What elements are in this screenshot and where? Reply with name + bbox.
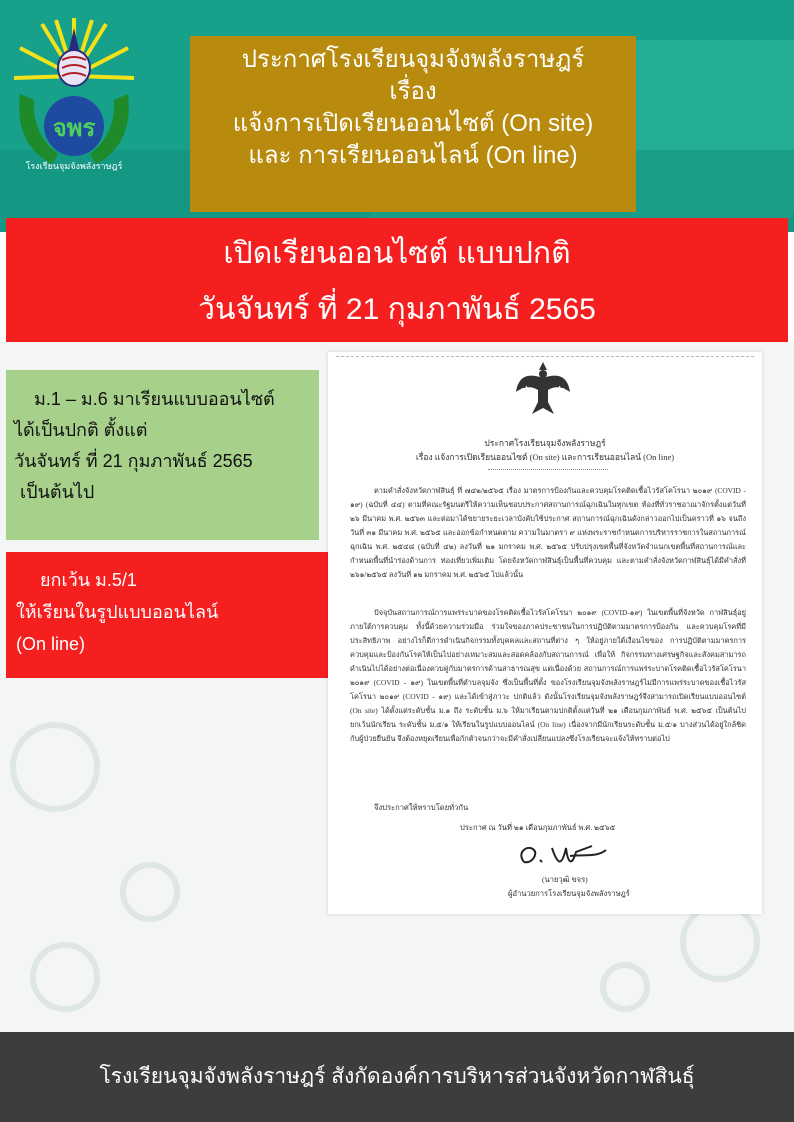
onsite-line: เป็นต้นไป (20, 482, 95, 502)
exception-line: ยกเว้น ม.5/1 (40, 570, 137, 590)
banner-line-2: วันจันทร์ ที่ 21 กุมภาพันธ์ 2565 (198, 293, 596, 326)
title-line: และ การเรียนออนไลน์ (On line) (248, 142, 578, 169)
signature (512, 840, 612, 876)
virus-decoration (10, 722, 100, 812)
opening-banner (6, 218, 788, 342)
footer-bar: โรงเรียนจุมจังพลังราษฎร์ สังกัดองค์การบริหารส่วนจังหวัดกาฬสินธุ์ (0, 1032, 794, 1122)
title-line: แจ้งการเปิดเรียนออนไซต์ (On site) (232, 110, 594, 137)
virus-decoration (680, 902, 760, 982)
banner-line-1: เปิดเรียนออนไซต์ แบบปกติ (223, 237, 571, 270)
onsite-line: ได้เป็นปกติ ตั้งแต่ (14, 420, 148, 440)
document-closing: จึงประกาศให้ทราบโดยทั่วกัน (374, 803, 469, 812)
document-paragraph-1: ตามคำสั่งจังหวัดกาฬสินธุ์ ที่ ๗๔๒/๒๕๖๕ เรื่อง มาตรการป้องกันและควบคุมโรคติดเชื้อไวรัสโคโรนา ๒๐๑๙ (COVID - ๑๙) (ฉบับที่ ๔๔) ตามที่คณะรัฐมนตรีให้ความเห็นชอบประกาศสถานการณ์ฉุกเฉินในทุกเขต ท้องที่ทั่วราชอาณาจักรตั้งแต่วันที่ ๒๖ มีนาคม พ.ศ. ๒๕๖๓ และต่อมาได้ขยายระยะเวลาบังคับใช้ประกาศ สถานการณ์ฉุกเฉินดังกล่าวออกไปเป็นคราวที่ ๑๖ จนถึงวันที่ ๓๑ มีนาคม พ.ศ. ๒๕๖๕ และออกข้อกำหนดตาม ความในมาตรา ๙ แห่งพระราชกำหนดการบริหารราชการในสถานการณ์ฉุกเฉิน พ.ศ. ๒๕๔๘ (ฉบับที่ ๔๒) ลงวันที่ ๒๑ มกราคม พ.ศ. ๒๕๖๕ ปรับปรุงเขตพื้นที่จังหวัดจำแนกเขตพื้นที่สถานการณ์และกำหนดพื้นที่นำร่องด้านการ ท่องเที่ยวเพิ่มเติม โดยจังหวัดกาฬสินธุ์เป็นพื้นที่ควบคุม และตามคำสั่งจังหวัดกาฬสินธุ์ได้มีคำสั่งที่ ๒๖๑/๒๕๖๕ ลงวันที่ ๑๒ มกราคม พ.ศ. ๒๕๖๕ ไปแล้วนั้น (350, 486, 746, 579)
onsite-line: ม.1 – ม.6 มาเรียนแบบออนไซต์ (34, 389, 275, 409)
signer-title: ผู้อำนวยการโรงเรียนจุมจังพลังราษฎร์ (508, 889, 630, 898)
document-paragraph-2: ปัจจุบันสถานการณ์การแพร่ระบาดของโรคติดเชื้อไวรัสโคโรนา ๒๐๑๙ (COVID-๑๙) ในเขตพื้นที่จังหวัด กาฬสินธุ์อยู่ภายใต้การควบคุม ทั้งนี้ด้วยความร่วมมือ ร่วมใจของภาคประชาชนในการปฏิบัติตามมาตรการป้องกัน และควบคุมโรคที่มีประสิทธิภาพ อย่างไรก็ดีการดำเนินกิจกรรมทั้งบุคคลและสถานที่ต่าง ๆ ให้อยู่ภายใต้เงื่อนไขของ การปฏิบัติตามมาตรการควบคุมและป้องกันโรคให้เป็นไปอย่างเหมาะสมและสอดคล้องกับสถานการณ์ เพื่อให้ กิจกรรมทางเศรษฐกิจและสังคมสามารถดำเนินไปได้อย่างต่อเนื่องควบคู่กับมาตรการด้านสาธารณสุข แต่เนื่องด้วย สถานการณ์การแพร่ระบาดโรคติดเชื้อไวรัสโคโรนา ๒๐๑๙ (COVID - ๑๙) ในเขตพื้นที่ตำบลจุมจัง ซึ่งเป็นพื้นที่ตั้ง ของโรงเรียนจุมจังพลังราษฎร์ไม่มีการแพร่ระบาดของเชื้อไวรัสโคโรนา ๒๐๑๙ (COVID - ๑๙) และได้เข้าสู่ภาวะ ปกติแล้ว ดังนั้นโรงเรียนจุมจังพลังราษฎร์จึงสามารถเปิดเรียนแบบออนไซต์ (On site) ได้ตั้งแต่ระดับชั้น ม.๑ ถึง ระดับชั้น ม.๖ ให้มาเรียนตามปกติตั้งแต่วันที่ ๒๑ เดือนกุมภาพันธ์ พ.ศ. ๒๕๖๕ เป็นต้นไป ยกเว้นนักเรียน ระดับชั้น ม.๕/๑ ให้เรียนในรูปแบบออนไลน์ (On line) เนื่องจากมีนักเรียนระดับชั้น ม.๕/๑ บางส่วนได้อยู่ใกล้ชิด กับผู้ป่วยยืนยัน จึงต้องหยุดเรียนเพื่อกักตัวจนกว่าจะมีคำสั่งเปลี่ยนแปลงซึ่งโรงเรียนจะแจ้งให้ทราบต่อไป (350, 608, 746, 743)
virus-decoration (30, 942, 100, 1012)
garuda-emblem-icon (514, 358, 572, 420)
announcement-document (328, 352, 762, 914)
document-date: ประกาศ ณ วันที่ ๒๑ เดือนกุมภาพันธ์ พ.ศ. ๒๕๖๕ (460, 823, 616, 832)
exception-line: (On line) (16, 634, 86, 654)
document-heading: ประกาศโรงเรียนจุมจังพลังราษฎร์ (484, 438, 606, 448)
document-subject: เรื่อง แจ้งการเปิดเรียนออนไซต์ (On site) และการเรียนออนไลน์ (On line) (415, 452, 675, 462)
exception-line: ให้เรียนในรูปแบบออนไลน์ (16, 602, 219, 622)
announcement-title-box (190, 36, 636, 212)
document-separator (488, 469, 608, 470)
virus-decoration (120, 862, 180, 922)
svg-text:จพร: จพร (52, 114, 96, 142)
svg-text:โรงเรียนจุมจังพลังราษฎร์: โรงเรียนจุมจังพลังราษฎร์ (25, 162, 123, 172)
title-line: ประกาศโรงเรียนจุมจังพลังราษฎร์ (241, 46, 585, 73)
document-top-border (336, 356, 754, 357)
virus-decoration (600, 962, 650, 1012)
title-line: เรื่อง (389, 78, 437, 105)
school-logo (12, 14, 136, 174)
online-exception-box (6, 552, 333, 678)
signer-name: (นายวุฒิ ขจร) (542, 875, 588, 884)
onsite-info-box (6, 370, 319, 540)
onsite-line: วันจันทร์ ที่ 21 กุมภาพันธ์ 2565 (14, 451, 253, 471)
